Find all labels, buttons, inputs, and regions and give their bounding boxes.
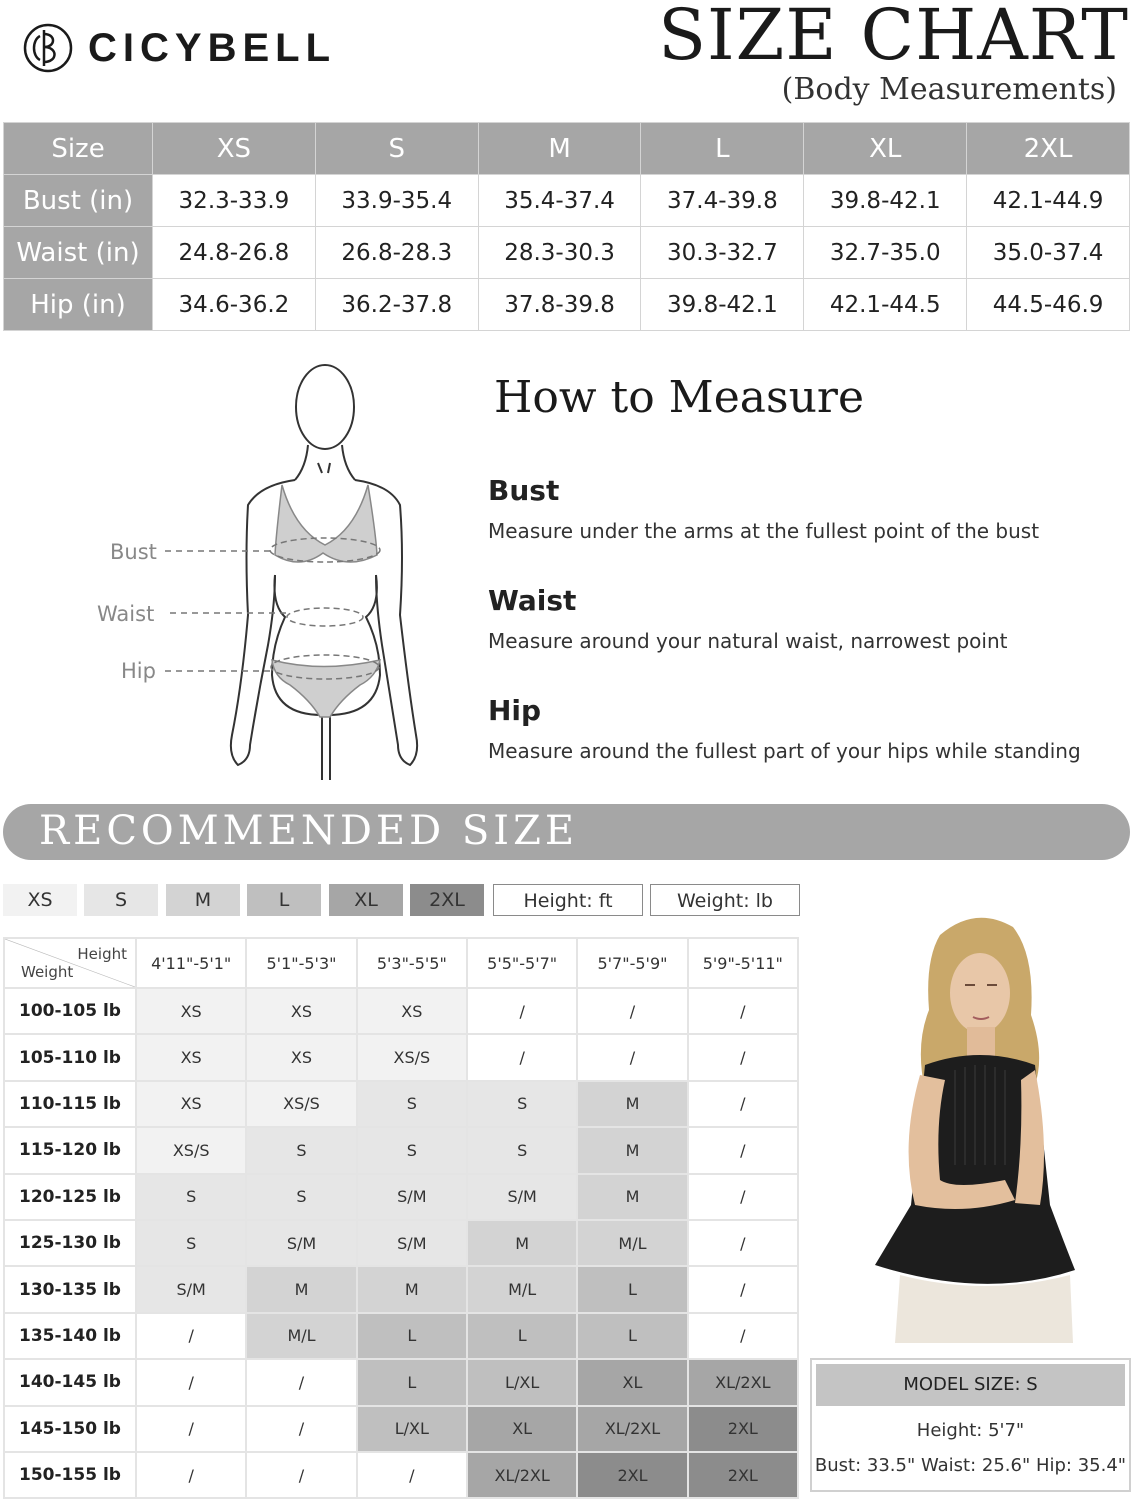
size-cell: M xyxy=(246,1266,356,1312)
corner-header xyxy=(4,938,136,988)
table-row xyxy=(4,1081,798,1127)
legend-swatch-2xl: 2XL xyxy=(410,884,484,916)
size-cell: M xyxy=(577,1174,687,1220)
size-cell: S/M xyxy=(467,1174,577,1220)
size-cell: / xyxy=(246,1406,356,1452)
table-row xyxy=(4,1220,798,1266)
weight-range-header: 130-135 lb xyxy=(4,1266,136,1312)
size-cell: L xyxy=(577,1266,687,1312)
size-cell: / xyxy=(467,1034,577,1080)
how-to-measure-title: How to Measure xyxy=(494,372,864,423)
table-cell: 24.8-26.8 xyxy=(153,227,316,279)
table-cell: 26.8-28.3 xyxy=(315,227,478,279)
table-cell: 28.3-30.3 xyxy=(478,227,641,279)
size-cell: XS/S xyxy=(136,1127,246,1173)
recommended-size-banner xyxy=(3,804,1130,860)
brand-name: CICYBELL xyxy=(88,25,336,70)
size-cell: / xyxy=(688,1313,798,1359)
weight-range-header: 150-155 lb xyxy=(4,1452,136,1498)
recommended-size-table xyxy=(3,937,799,1499)
size-cell: XS xyxy=(357,988,467,1034)
legend-swatch-l: L xyxy=(247,884,321,916)
size-cell: S/M xyxy=(246,1220,356,1266)
weight-range-header: 120-125 lb xyxy=(4,1174,136,1220)
weight-range-header: 125-130 lb xyxy=(4,1220,136,1266)
height-unit-label: Height: ft xyxy=(493,884,643,916)
measure-description: Measure around your natural waist, narrowest point xyxy=(488,629,1008,653)
size-cell: / xyxy=(136,1313,246,1359)
table-cell: 39.8-42.1 xyxy=(641,279,804,331)
table-row xyxy=(4,1034,798,1080)
table-row xyxy=(4,1452,798,1498)
table-header-row xyxy=(4,938,798,988)
measure-heading: Hip xyxy=(488,694,542,727)
size-cell: M/L xyxy=(577,1220,687,1266)
size-cell: S xyxy=(246,1174,356,1220)
column-header: XL xyxy=(804,123,967,175)
recommended-size-title: RECOMMENDED SIZE xyxy=(39,808,579,854)
table-row xyxy=(4,1266,798,1312)
row-header: Bust (in) xyxy=(4,175,153,227)
measure-item-hip xyxy=(488,694,1108,763)
model-size-card xyxy=(810,1358,1131,1492)
size-cell: M/L xyxy=(467,1266,577,1312)
size-cell: S/M xyxy=(136,1266,246,1312)
size-cell: XL xyxy=(467,1406,577,1452)
size-cell: M xyxy=(357,1266,467,1312)
brand-monogram-icon xyxy=(22,22,74,74)
weight-range-header: 100-105 lb xyxy=(4,988,136,1034)
weight-unit-label: Weight: lb xyxy=(650,884,800,916)
legend-swatch-m: M xyxy=(166,884,240,916)
model-measurements: Bust: 33.5" Waist: 25.6" Hip: 35.4" xyxy=(814,1455,1127,1476)
size-cell: / xyxy=(467,988,577,1034)
legend-swatch-xs: XS xyxy=(3,884,77,916)
size-cell: XL/2XL xyxy=(577,1406,687,1452)
size-cell: S/M xyxy=(357,1174,467,1220)
size-cell: / xyxy=(136,1452,246,1498)
table-row xyxy=(4,988,798,1034)
size-cell: L xyxy=(467,1313,577,1359)
size-cell: / xyxy=(688,1127,798,1173)
size-cell: XL/2XL xyxy=(688,1359,798,1405)
recommended-size-rows xyxy=(4,988,798,1498)
weight-range-header: 110-115 lb xyxy=(4,1081,136,1127)
table-cell: 37.8-39.8 xyxy=(478,279,641,331)
size-cell: XS xyxy=(136,1081,246,1127)
size-cell: L xyxy=(577,1313,687,1359)
table-cell: 35.0-37.4 xyxy=(967,227,1130,279)
size-cell: / xyxy=(688,1034,798,1080)
size-cell: S xyxy=(246,1127,356,1173)
weight-range-header: 140-145 lb xyxy=(4,1359,136,1405)
column-header: 2XL xyxy=(967,123,1130,175)
size-cell: M xyxy=(467,1220,577,1266)
height-range-header: 5'7"-5'9" xyxy=(577,938,687,988)
size-cell: XS xyxy=(136,988,246,1034)
size-cell: S xyxy=(136,1174,246,1220)
table-row xyxy=(4,1406,798,1452)
size-cell: / xyxy=(688,1266,798,1312)
table-row xyxy=(4,1174,798,1220)
size-cell: L/XL xyxy=(357,1406,467,1452)
size-cell: M xyxy=(577,1127,687,1173)
height-range-header: 5'9"-5'11" xyxy=(688,938,798,988)
page-title: SIZE CHART xyxy=(658,0,1129,76)
table-row xyxy=(4,175,1130,227)
table-row xyxy=(4,279,1130,331)
size-cell: M/L xyxy=(246,1313,356,1359)
column-header: M xyxy=(478,123,641,175)
brand-logo xyxy=(22,20,336,76)
table-row xyxy=(4,1359,798,1405)
height-range-header: 5'3"-5'5" xyxy=(357,938,467,988)
size-cell: XS/S xyxy=(357,1034,467,1080)
size-cell: L xyxy=(357,1313,467,1359)
size-cell: / xyxy=(357,1452,467,1498)
table-row xyxy=(4,1313,798,1359)
weight-range-header: 115-120 lb xyxy=(4,1127,136,1173)
table-cell: 37.4-39.8 xyxy=(641,175,804,227)
size-cell: XS xyxy=(136,1034,246,1080)
size-cell: XL xyxy=(577,1359,687,1405)
size-cell: S/M xyxy=(357,1220,467,1266)
legend-swatch-s: S xyxy=(84,884,158,916)
size-cell: / xyxy=(246,1359,356,1405)
corner-weight-label: Weight xyxy=(21,963,74,981)
table-row xyxy=(4,1127,798,1173)
measure-description: Measure under the arms at the fullest point of the bust xyxy=(488,519,1040,543)
table-cell: 44.5-46.9 xyxy=(967,279,1130,331)
table-cell: 42.1-44.5 xyxy=(804,279,967,331)
measure-description: Measure around the fullest part of your hips while standing xyxy=(488,739,1081,763)
page-subtitle: (Body Measurements) xyxy=(781,72,1117,107)
body-measurement-figure xyxy=(90,355,450,785)
size-cell: XL/2XL xyxy=(467,1452,577,1498)
weight-range-header: 105-110 lb xyxy=(4,1034,136,1080)
size-cell: S xyxy=(467,1081,577,1127)
size-cell: / xyxy=(136,1359,246,1405)
column-header: XS xyxy=(153,123,316,175)
weight-range-header: 145-150 lb xyxy=(4,1406,136,1452)
model-size-title: MODEL SIZE: S xyxy=(816,1364,1125,1406)
table-cell: 32.7-35.0 xyxy=(804,227,967,279)
measure-item-bust xyxy=(488,474,1108,543)
size-cell: M xyxy=(577,1081,687,1127)
size-cell: / xyxy=(577,1034,687,1080)
figure-label-hip: Hip xyxy=(121,659,156,683)
body-measurement-table xyxy=(3,122,1130,331)
column-header: Size xyxy=(4,123,153,175)
height-range-header: 4'11"-5'1" xyxy=(136,938,246,988)
size-cell: / xyxy=(136,1406,246,1452)
measure-heading: Waist xyxy=(488,584,577,617)
weight-range-header: 135-140 lb xyxy=(4,1313,136,1359)
figure-label-bust: Bust xyxy=(110,540,157,564)
size-cell: S xyxy=(357,1127,467,1173)
size-cell: / xyxy=(688,1220,798,1266)
size-cell: XS xyxy=(246,988,356,1034)
size-cell: S xyxy=(136,1220,246,1266)
table-cell: 34.6-36.2 xyxy=(153,279,316,331)
legend-swatch-xl: XL xyxy=(329,884,403,916)
size-cell: S xyxy=(467,1127,577,1173)
height-range-header: 5'5"-5'7" xyxy=(467,938,577,988)
table-header-row xyxy=(4,123,1130,175)
table-row xyxy=(4,227,1130,279)
size-cell: / xyxy=(688,1174,798,1220)
table-cell: 32.3-33.9 xyxy=(153,175,316,227)
column-header: S xyxy=(315,123,478,175)
size-cell: XS xyxy=(246,1034,356,1080)
size-cell: / xyxy=(577,988,687,1034)
size-cell: L/XL xyxy=(467,1359,577,1405)
size-cell: / xyxy=(688,988,798,1034)
size-cell: XS/S xyxy=(246,1081,356,1127)
table-cell: 35.4-37.4 xyxy=(478,175,641,227)
model-height: Height: 5'7" xyxy=(916,1420,1025,1441)
measure-heading: Bust xyxy=(488,474,560,507)
figure-label-waist: Waist xyxy=(97,602,155,626)
size-cell: L xyxy=(357,1359,467,1405)
size-cell: 2XL xyxy=(688,1452,798,1498)
table-cell: 36.2-37.8 xyxy=(315,279,478,331)
column-header: L xyxy=(641,123,804,175)
measure-item-waist xyxy=(488,584,1108,653)
model-photo xyxy=(845,905,1105,1343)
row-header: Waist (in) xyxy=(4,227,153,279)
row-header: Hip (in) xyxy=(4,279,153,331)
size-cell: S xyxy=(357,1081,467,1127)
table-cell: 42.1-44.9 xyxy=(967,175,1130,227)
size-cell: 2XL xyxy=(577,1452,687,1498)
size-cell: 2XL xyxy=(688,1406,798,1452)
table-cell: 39.8-42.1 xyxy=(804,175,967,227)
corner-height-label: Height xyxy=(77,945,127,963)
table-cell: 30.3-32.7 xyxy=(641,227,804,279)
size-cell: / xyxy=(688,1081,798,1127)
size-cell: / xyxy=(246,1452,356,1498)
table-cell: 33.9-35.4 xyxy=(315,175,478,227)
height-range-header: 5'1"-5'3" xyxy=(246,938,356,988)
